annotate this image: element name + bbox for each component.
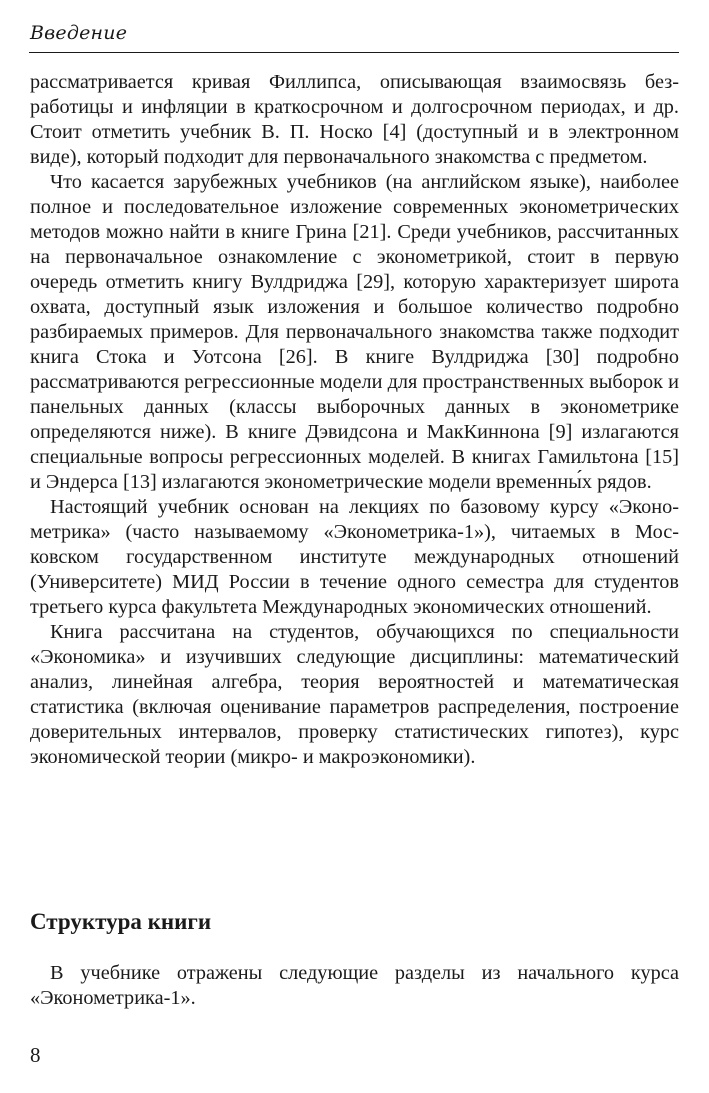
- paragraph-foreign-textbooks: Что касается зарубежных учебников (на английском языке), наиболее полное и последовательное изложение современных эконометрических методов можно найти в книге Грина [21]. Среди учебников, рассчитанных на первоначальное ознакомление с эконометрикой, стоит в первую очередь отметить книгу Вулдриджа [29], которую характеризует широта охвата, доступный язык изложения и большое количество подробно разбираемых примеров. Для первоначального знакомства также подходит книга Стока и Уотсона [26]. В книге Вулдриджа [30] подробно рассматриваются регрессионные модели для пространственных выборок и панельных данных (классы выборочных данных в эконометрике определяются ниже). В книге Дэвидсона и МакКиннона [9] излагаются специальные вопросы регрессионных моделей. В книгах Гамильтона [15] и Эндерса [13] излагаются эконометрические модели временны́х рядов.: [30, 171, 679, 493]
- page-number: 8: [30, 1043, 41, 1067]
- section-intro-paragraph: В учебнике отражены следующие разделы из начального курса «Эконометрика-1».: [30, 962, 679, 1009]
- running-header: Введение: [30, 22, 128, 44]
- header-rule: [29, 52, 679, 53]
- section-heading: Структура книги: [30, 909, 212, 934]
- body-text: [30, 70, 679, 770]
- paragraph-continuation: рассматривается кривая Филлипса, описывающая взаимосвязь безработицы и инфляции в краткосрочном и долгосрочном периодах, и др. Стоит отметить учебник В. П. Носко [4] (доступный и в электронном виде), который подходит для первоначального знакомства с предметом.: [30, 71, 679, 168]
- paragraph-audience: Книга рассчитана на студентов, обучающихся по специальности «Экономика» и изучивших следующие дисциплины: математический анализ, линейная алгебра, теория вероятностей и математическая статистика (включая оценивание параметров распределения, построение доверительных интервалов, проверку статистических гипотез), курс экономической теории (микро- и макроэкономики).: [30, 621, 679, 768]
- paragraph-course-basis: Настоящий учебник основан на лекциях по базовому курсу «Эконометрика» (часто называемому «Эконометрика-1»), читаемых в Московском государственном институте международных отношений (Университете) МИД России в течение одного семестра для студентов третьего курса факультета Международных экономических отношений.: [30, 496, 679, 618]
